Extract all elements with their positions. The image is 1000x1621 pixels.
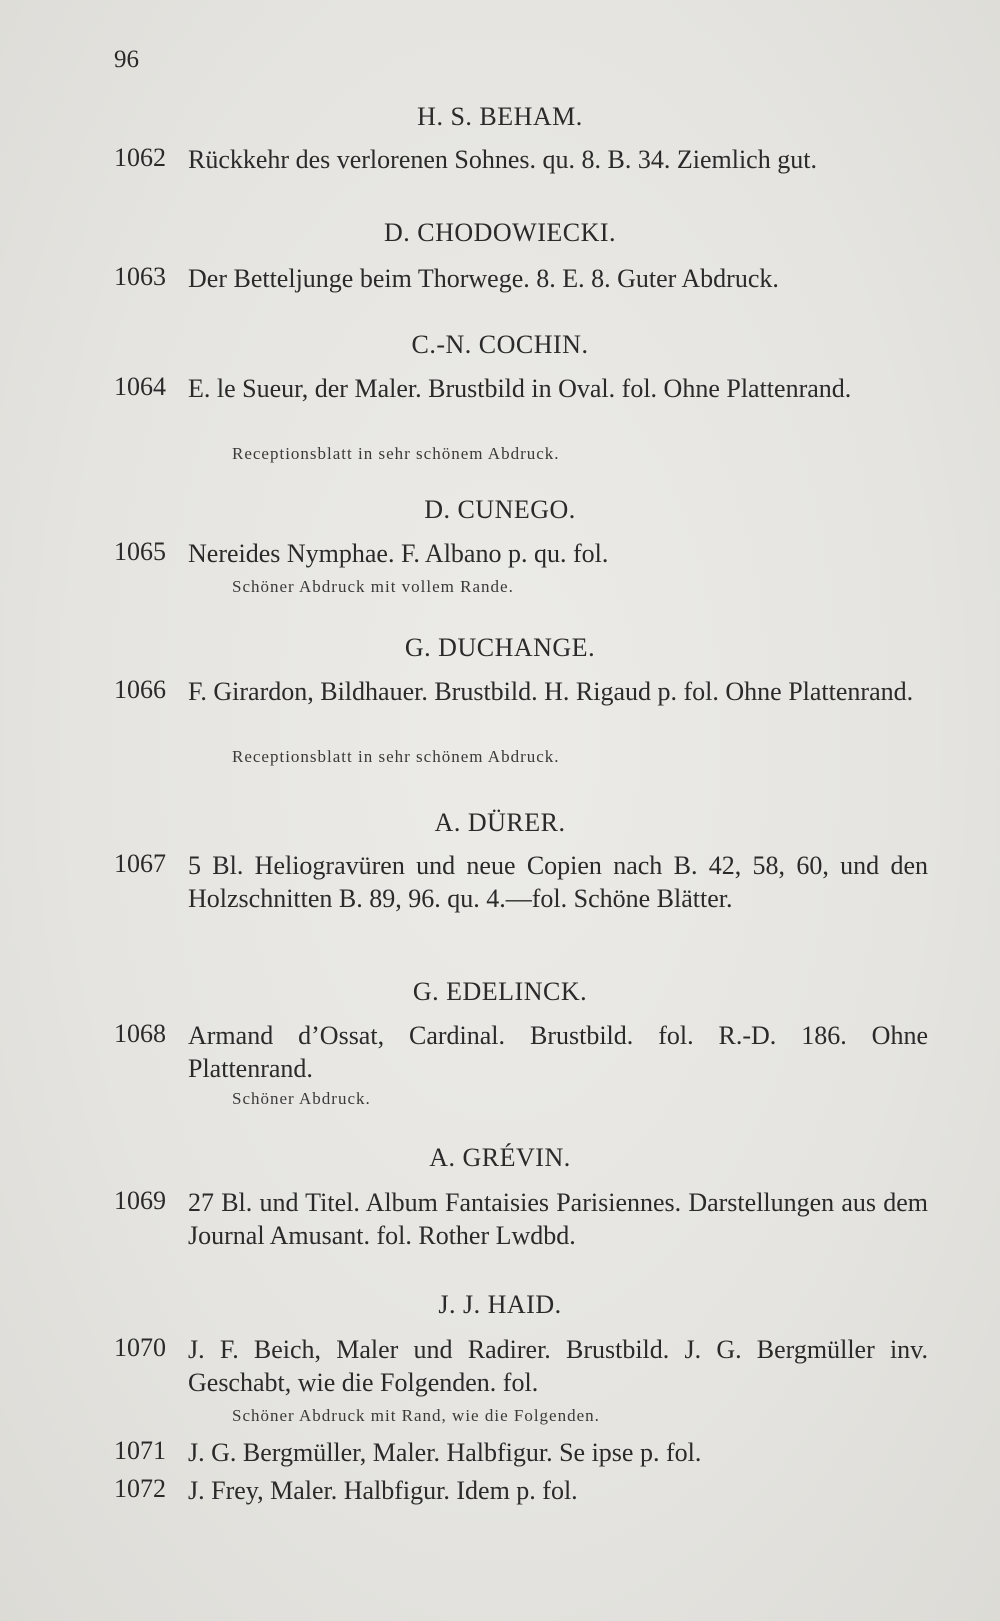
entry-text: J. F. Beich, Maler und Radirer. Brustbild. J. G. Bergmüller inv. Geschabt, wie die Folgenden. fol. [188,1335,928,1397]
entry-text: Der Betteljunge beim Thorwege. 8. E. 8. Guter Abdruck. [188,264,779,293]
entry-number: 1071 [114,1436,166,1465]
entry-number: 1062 [114,143,166,172]
entry-note: Schöner Abdruck mit Rand, wie die Folgenden. [232,1406,600,1425]
entry-note: Schöner Abdruck. [232,1089,371,1108]
artist-heading-edelinck: G. EDELINCK. [412,977,588,1006]
entry-number: 1063 [114,262,166,291]
artist-heading-beham: H. S. BEHAM. [417,102,583,131]
artist-heading-chodowiecki: D. CHODOWIECKI. [383,218,617,247]
artist-heading-duerer: A. DÜRER. [434,808,566,837]
entry-text: Rückkehr des verlorenen Sohnes. qu. 8. B. 34. Ziemlich gut. [188,145,817,174]
entry-number: 1065 [114,537,166,566]
artist-heading-duchange: G. DUCHANGE. [404,633,596,662]
entry-note: Receptionsblatt in sehr schönem Abdruck. [232,444,560,463]
entry-text: Nereides Nymphae. F. Albano p. qu. fol. [188,539,609,568]
entry-text: Armand d’Ossat, Cardinal. Brustbild. fol. R.-D. 186. Ohne Plattenrand. [188,1021,928,1083]
entry-number: 1072 [114,1474,166,1503]
entry-number: 1066 [114,675,166,704]
artist-heading-haid: J. J. HAID. [438,1290,562,1319]
entry-note: Receptionsblatt in sehr schönem Abdruck. [232,747,560,766]
entry-note: Schöner Abdruck mit vollem Rande. [232,577,514,596]
artist-heading-cochin: C.-N. COCHIN. [411,330,589,359]
entry-number: 1068 [114,1019,166,1048]
artist-heading-cunego: D. CUNEGO. [424,495,576,524]
entry-number: 1069 [114,1186,166,1215]
entry-text: J. Frey, Maler. Halbfigur. Idem p. fol. [188,1476,578,1505]
entry-number: 1067 [114,849,166,878]
entry-text: E. le Sueur, der Maler. Brustbild in Oval. fol. Ohne Plattenrand. [188,374,852,403]
entry-text: J. G. Bergmüller, Maler. Halbfigur. Se ipse p. fol. [188,1438,702,1467]
entry-text: 5 Bl. Heliogravüren und neue Copien nach B. 42, 58, 60, und den Holzschnitten B. 89, 96. qu. 4.—fol. Schöne Blätter. [188,851,928,913]
entry-number: 1064 [114,372,166,401]
entry-number: 1070 [114,1333,166,1362]
page-number: 96 [114,46,139,73]
entry-text: F. Girardon, Bildhauer. Brustbild. H. Rigaud p. fol. Ohne Plattenrand. [188,677,914,706]
artist-heading-grevin: A. GRÉVIN. [429,1143,571,1172]
entry-text: 27 Bl. und Titel. Album Fantaisies Parisiennes. Darstellungen aus dem Journal Amusant. fol. Rother Lwdbd. [188,1188,928,1250]
